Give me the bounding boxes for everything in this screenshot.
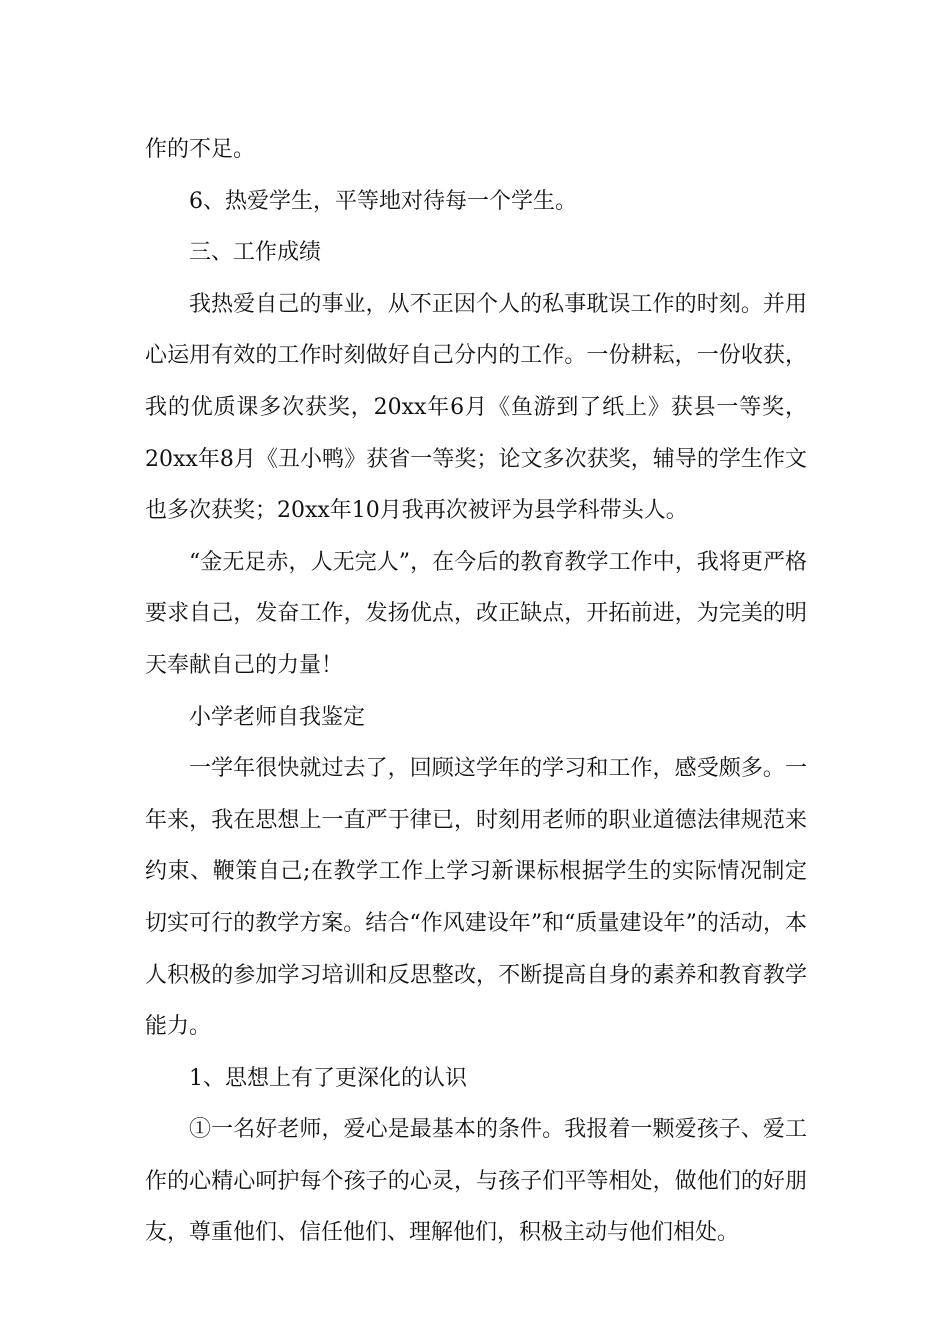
document-subtitle: 小学老师自我鉴定 — [189, 704, 366, 730]
paragraph-continuation: 作的不足。 — [145, 137, 256, 162]
paragraph-intro: 一学年很快就过去了，回顾这学年的学习和工作，感受颇多。一年来，我在思想上一直严于律已，时刻用老师的职业道德法律规范来约束、鞭策自己;在教学工作上学习新课标根据学生的实际情况制定切实可行的教学方案。结合“作风建设年”和“质量建设年”的活动，本人积极的参加学习培训和反思整改，不断提高自身的素养和教育教学能力。 — [145, 756, 807, 1040]
paragraph-conclusion: “金无足赤，人无完人”，在今后的教育教学工作中，我将更严格要求自己，发奋工作，发扬优点，改正缺点，开拓前进，为完美的明天奉献自己的力量！ — [145, 549, 807, 678]
section-heading-thought: 1、思想上有了更深化的认识 — [189, 1065, 467, 1091]
paragraph-work-results: 我热爱自己的事业，从不正因个人的私事耽误工作的时刻。并用心运用有效的工作时刻做好自己分内的工作。一份耕耘，一份收获，我的优质课多次获奖，20xx年6月《鱼游到了纸上》获县一等奖，20xx年8月《丑小鸭》获省一等奖；论文多次获奖，辅导的学生作文也多次获奖；20xx年10月我再次被评为县学科带头人。 — [145, 291, 807, 524]
section-heading-work-results: 三、工作成绩 — [189, 240, 322, 266]
paragraph-love-point: ①一名好老师，爱心是最基本的条件。我报着一颗爱孩子、爱工作的心精心呵护每个孩子的心灵，与孩子们平等相处，做他们的好朋友，尊重他们、信任他们、理解他们，积极主动与他们相处。 — [145, 1117, 807, 1246]
document-body — [145, 124, 807, 1259]
paragraph-item-6: 6、热爱学生，平等地对待每一个学生。 — [189, 188, 577, 214]
